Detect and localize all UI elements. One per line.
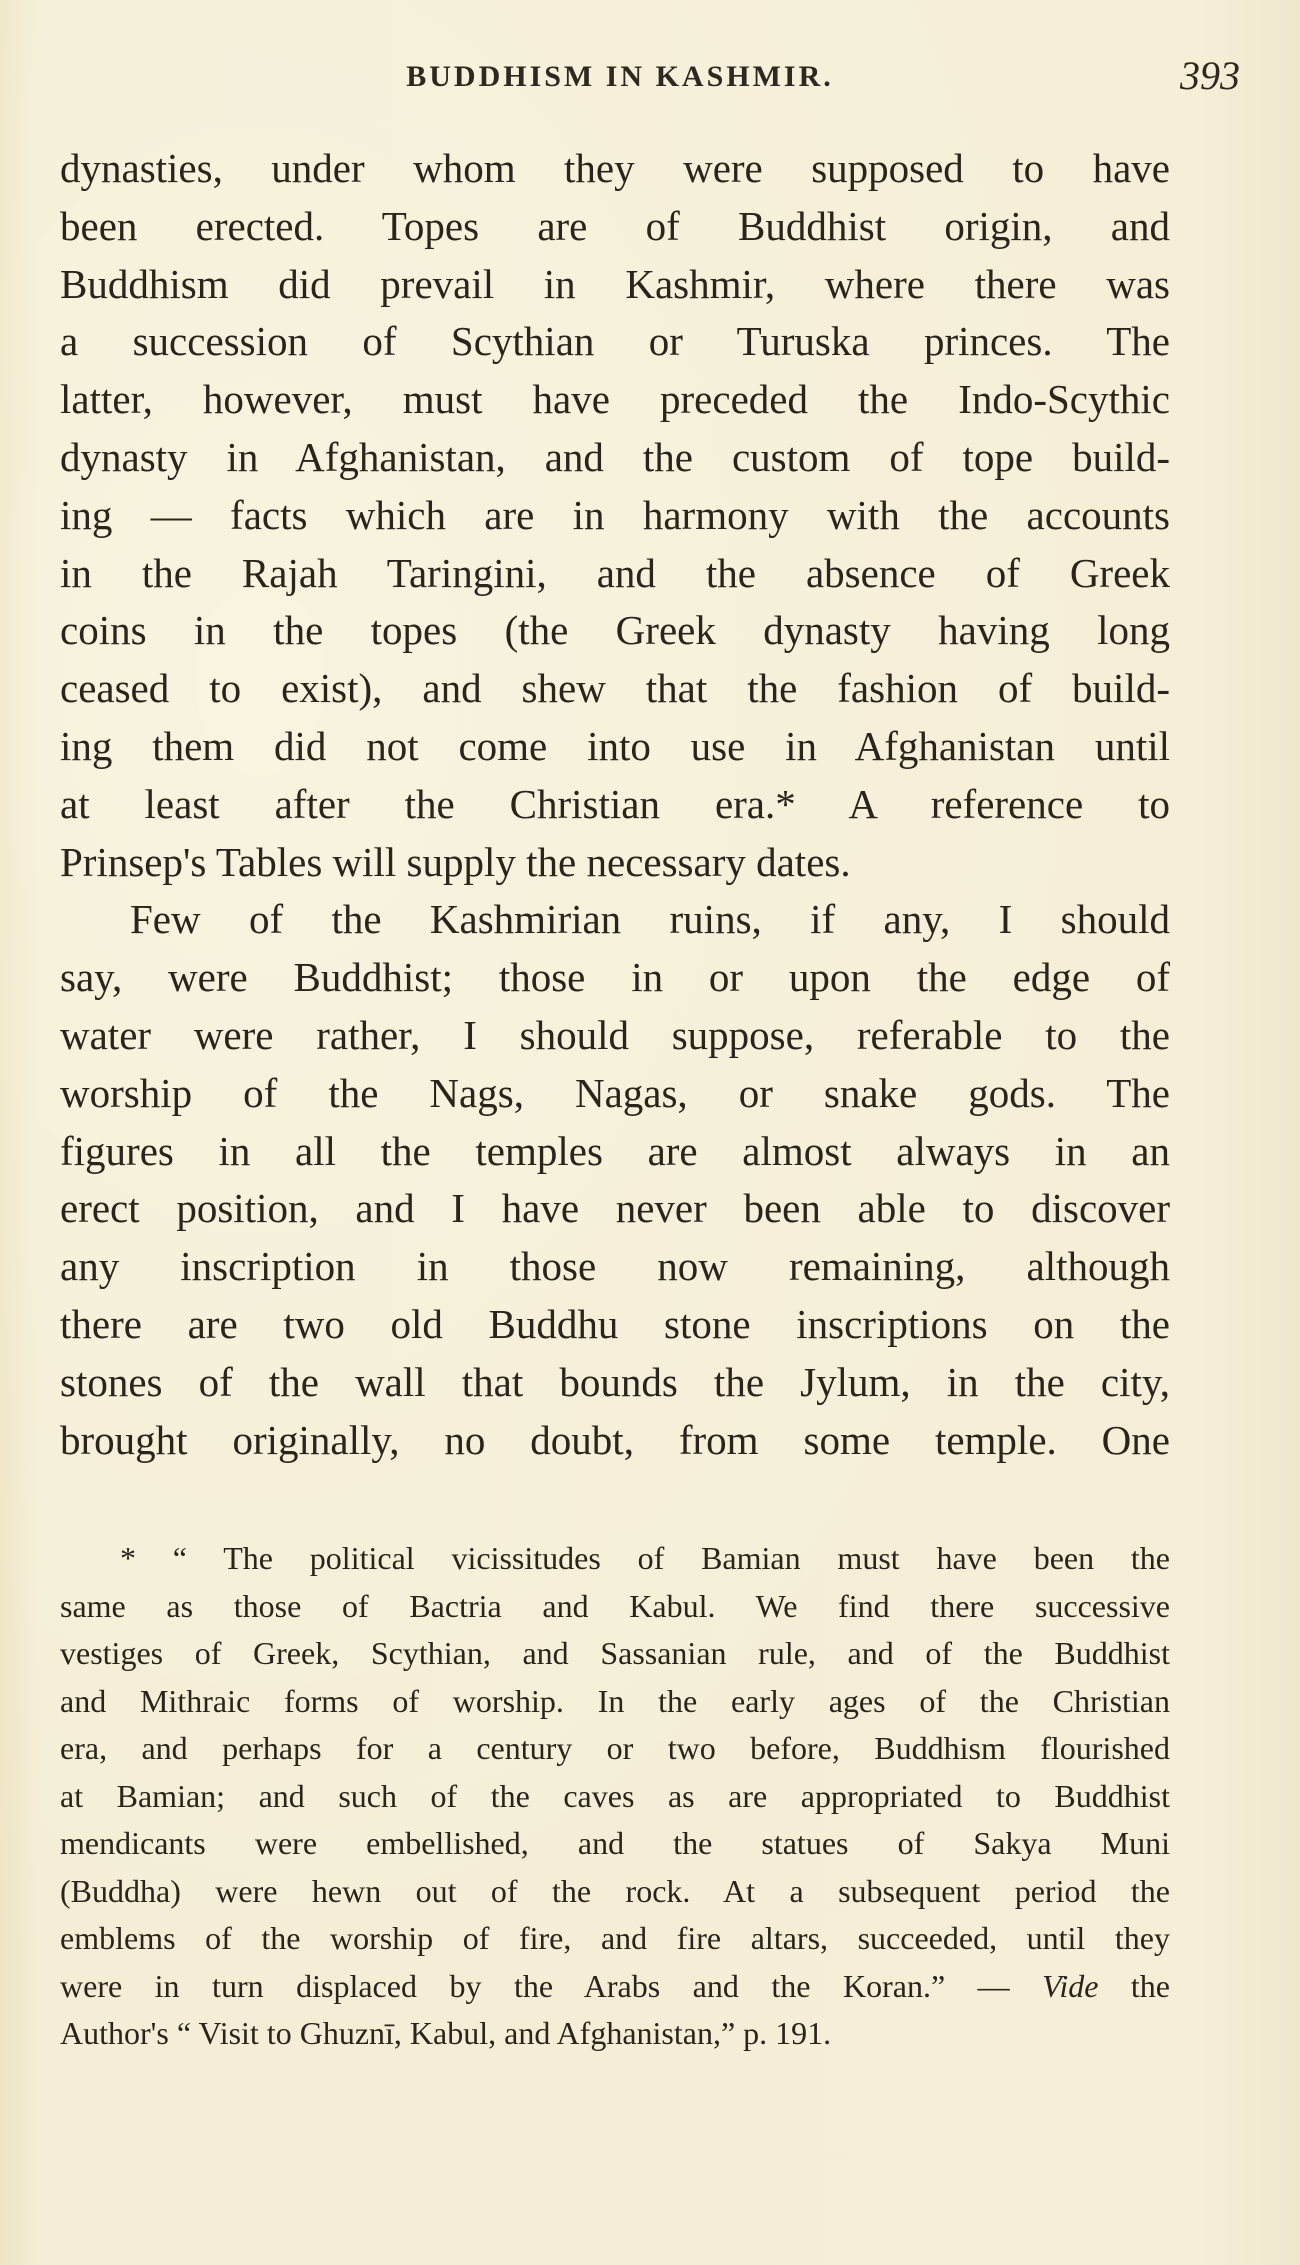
body-text bbox=[60, 140, 1170, 1469]
body-line: ceased to exist), and shew that the fashion of build- bbox=[60, 665, 1170, 712]
footnote-line: and Mithraic forms of worship. In the early ages of the Christian bbox=[60, 1682, 1170, 1719]
footnote-line: at Bamian; and such of the caves as are appropriated to Buddhist bbox=[60, 1777, 1170, 1814]
body-line: coins in the topes (the Greek dynasty having long bbox=[60, 607, 1170, 654]
body-line: ing them did not come into use in Afghanistan until bbox=[60, 722, 1170, 769]
body-line: Buddhism did prevail in Kashmir, where there was bbox=[60, 260, 1170, 307]
body-line: say, were Buddhist; those in or upon the edge of bbox=[60, 954, 1170, 1001]
body-line: erect position, and I have never been able to discover bbox=[60, 1185, 1170, 1232]
body-line: ing — facts which are in harmony with the accounts bbox=[60, 491, 1170, 538]
body-line: brought originally, no doubt, from some temple. One bbox=[60, 1416, 1170, 1463]
body-line: figures in all the temples are almost always in an bbox=[60, 1127, 1170, 1174]
body-line: Prinsep's Tables will supply the necessary dates. bbox=[60, 838, 851, 885]
body-line: water were rather, I should suppose, referable to the bbox=[60, 1011, 1170, 1058]
footnote-vide-italic: Vide bbox=[1042, 1967, 1099, 2004]
footnote-line: vestiges of Greek, Scythian, and Sassanian rule, and of the Buddhist bbox=[60, 1635, 1170, 1671]
body-line: a succession of Scythian or Turuska princes. The bbox=[60, 318, 1170, 365]
body-line: Few of the Kashmirian ruins, if any, I should bbox=[130, 896, 1170, 943]
footnote-line-text: the bbox=[1098, 1967, 1171, 2004]
body-line: dynasty in Afghanistan, and the custom of tope build- bbox=[60, 433, 1170, 480]
footnote-line: * “ The political vicissitudes of Bamian must have been the bbox=[120, 1540, 1170, 1576]
body-line: worship of the Nags, Nagas, or snake gods. The bbox=[60, 1069, 1170, 1116]
footnote-line bbox=[60, 1963, 1170, 2011]
running-head: BUDDHISM IN KASHMIR. bbox=[406, 60, 834, 93]
footnote-line: Author's “ Visit to Ghuznī, Kabul, and Afghanistan,” p. 191. bbox=[60, 2015, 832, 2051]
footnote-line: same as those of Bactria and Kabul. We find there successive bbox=[60, 1587, 1170, 1624]
body-line: at least after the Christian era.* A reference to bbox=[60, 780, 1170, 827]
page-header bbox=[60, 52, 1240, 112]
footnote-line: emblems of the worship of fire, and fire altars, succeeded, until they bbox=[60, 1920, 1170, 1956]
body-line: any inscription in those now remaining, although bbox=[60, 1243, 1170, 1290]
footnote-line: era, and perhaps for a century or two before, Buddhism flourished bbox=[60, 1730, 1170, 1766]
footnote-line: mendicants were embellished, and the statues of Sakya Muni bbox=[60, 1825, 1170, 1861]
footnote-line-text: were in turn displaced by the Arabs and the Koran.” — bbox=[60, 1967, 1043, 2004]
page-number: 393 bbox=[1180, 53, 1240, 98]
body-line: been erected. Topes are of Buddhist origin, and bbox=[60, 202, 1170, 249]
body-line: dynasties, under whom they were supposed to have bbox=[60, 145, 1170, 191]
body-line: there are two old Buddhu stone inscriptions on the bbox=[60, 1300, 1170, 1347]
footnote-line: (Buddha) were hewn out of the rock. At a subsequent period the bbox=[60, 1872, 1170, 1909]
body-line: stones of the wall that bounds the Jylum, in the city, bbox=[60, 1358, 1170, 1405]
body-line: in the Rajah Taringini, and the absence of Greek bbox=[60, 549, 1170, 596]
footnote bbox=[60, 1535, 1170, 2058]
body-line: latter, however, must have preceded the Indo-Scythic bbox=[60, 376, 1170, 423]
